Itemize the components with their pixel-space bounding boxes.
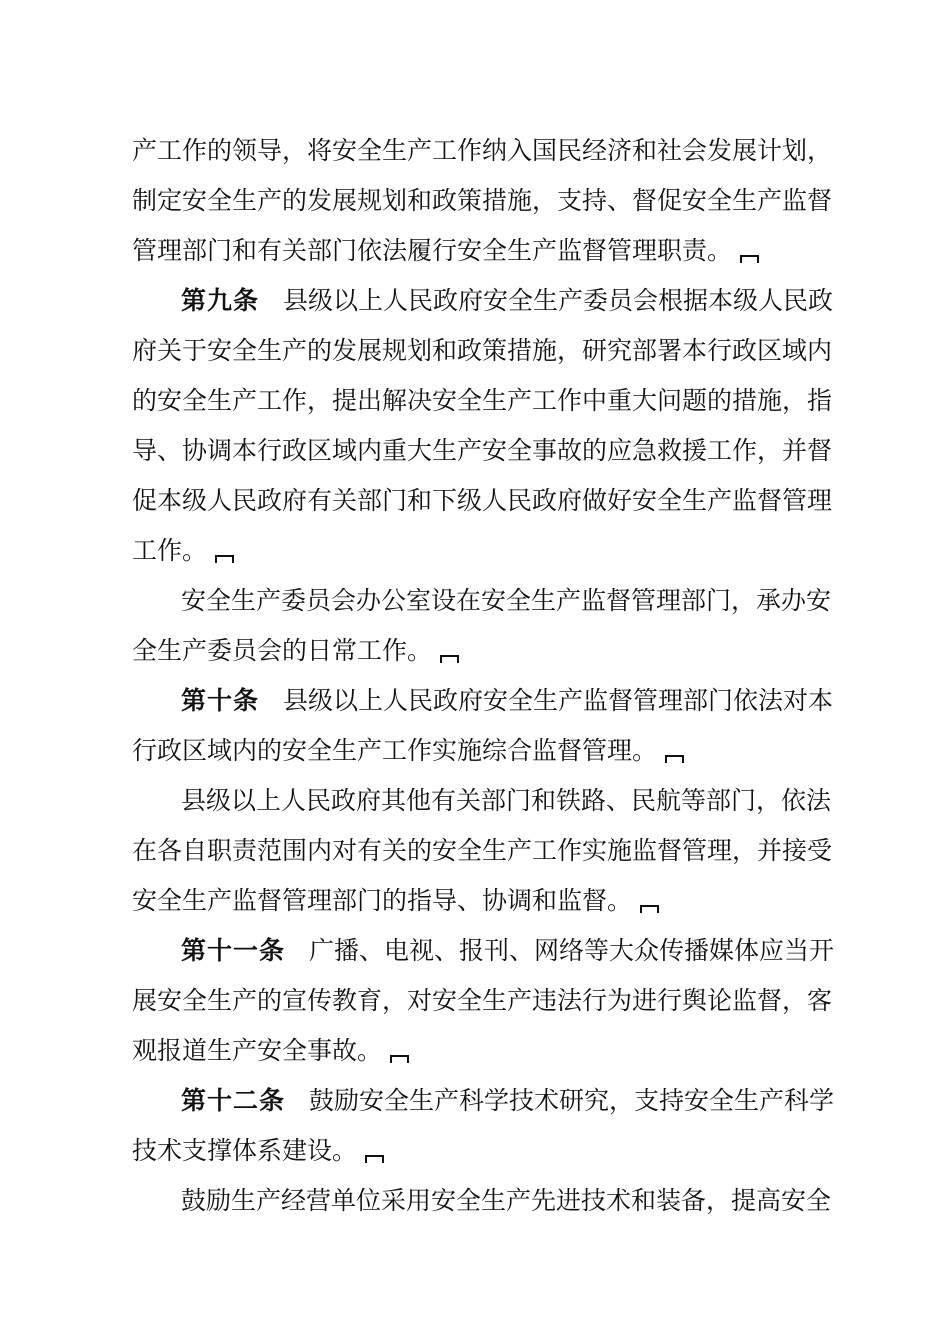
article-line	[181, 1081, 835, 1121]
text-line	[132, 831, 833, 871]
text-line	[132, 1031, 822, 1071]
paragraph-mark-icon	[665, 755, 684, 763]
paragraph-mark-icon	[640, 905, 659, 913]
text-span: 管理部门和有关部门依法履行安全生产监督管理职责。	[132, 236, 733, 265]
text-span: 产工作的领导，将安全生产工作纳入国民经济和社会发展计划，	[132, 136, 833, 165]
text-line	[132, 131, 833, 171]
paragraph-mark-icon	[390, 1055, 409, 1063]
text-line	[132, 731, 822, 771]
text-line	[132, 631, 822, 671]
article-number: 第九条	[181, 286, 260, 315]
text-span: 府关于安全生产的发展规划和政策措施，研究部署本行政区域内	[132, 336, 833, 365]
paragraph-mark-icon	[740, 255, 759, 263]
text-span: 导、协调本行政区域内重大生产安全事故的应急救援工作，并督	[132, 436, 833, 465]
text-span: 制定安全生产的发展规划和政策措施，支持、督促安全生产监督	[132, 186, 833, 215]
text-span: 展安全生产的宣传教育，对安全生产违法行为进行舆论监督，客	[132, 986, 833, 1015]
text-span: 全生产委员会的日常工作。	[132, 636, 433, 665]
text-span: 的安全生产工作，提出解决安全生产工作中重大问题的措施，指	[132, 386, 833, 415]
text-span: 广播、电视、报刊、网络等大众传播媒体应当开	[309, 936, 835, 965]
text-line	[181, 1181, 832, 1221]
article-number: 第十条	[181, 686, 260, 715]
text-span: 行政区域内的安全生产工作实施综合监督管理。	[132, 736, 658, 765]
text-line	[132, 431, 833, 471]
text-span: 技术支撑体系建设。	[132, 1136, 358, 1165]
paragraph-mark-icon	[215, 555, 234, 563]
text-line	[132, 1131, 822, 1171]
text-span: 县级以上人民政府安全生产委员会根据本级人民政	[283, 286, 834, 315]
text-span: 县级以上人民政府其他有关部门和铁路、民航等部门，依法	[181, 786, 832, 815]
text-span: 县级以上人民政府安全生产监督管理部门依法对本	[283, 686, 834, 715]
text-span: 安全生产监督管理部门的指导、协调和监督。	[132, 886, 633, 915]
text-span: 在各自职责范围内对有关的安全生产工作实施监督管理，并接受	[132, 836, 833, 865]
article-line	[181, 681, 834, 721]
text-line	[132, 331, 833, 371]
text-span: 工作。	[132, 536, 208, 565]
text-span: 促本级人民政府有关部门和下级人民政府做好安全生产监督管理	[132, 486, 833, 515]
text-span: 安全生产委员会办公室设在安全生产监督管理部门，承办安	[181, 586, 832, 615]
article-line	[181, 281, 834, 321]
text-line	[132, 981, 833, 1021]
text-line	[181, 581, 832, 621]
text-line	[132, 531, 822, 571]
text-line	[132, 231, 822, 271]
paragraph-mark-icon	[365, 1155, 384, 1163]
article-number: 第十二条	[181, 1086, 286, 1115]
text-line	[132, 481, 833, 521]
text-line	[132, 381, 833, 421]
text-span: 鼓励生产经营单位采用安全生产先进技术和装备，提高安全	[181, 1186, 832, 1215]
text-line	[132, 881, 822, 921]
text-span: 鼓励安全生产科学技术研究，支持安全生产科学	[309, 1086, 835, 1115]
article-number: 第十一条	[181, 936, 286, 965]
text-line	[181, 781, 832, 821]
article-line	[181, 931, 835, 971]
text-line	[132, 181, 833, 221]
text-span: 观报道生产安全事故。	[132, 1036, 383, 1065]
paragraph-mark-icon	[440, 655, 459, 663]
